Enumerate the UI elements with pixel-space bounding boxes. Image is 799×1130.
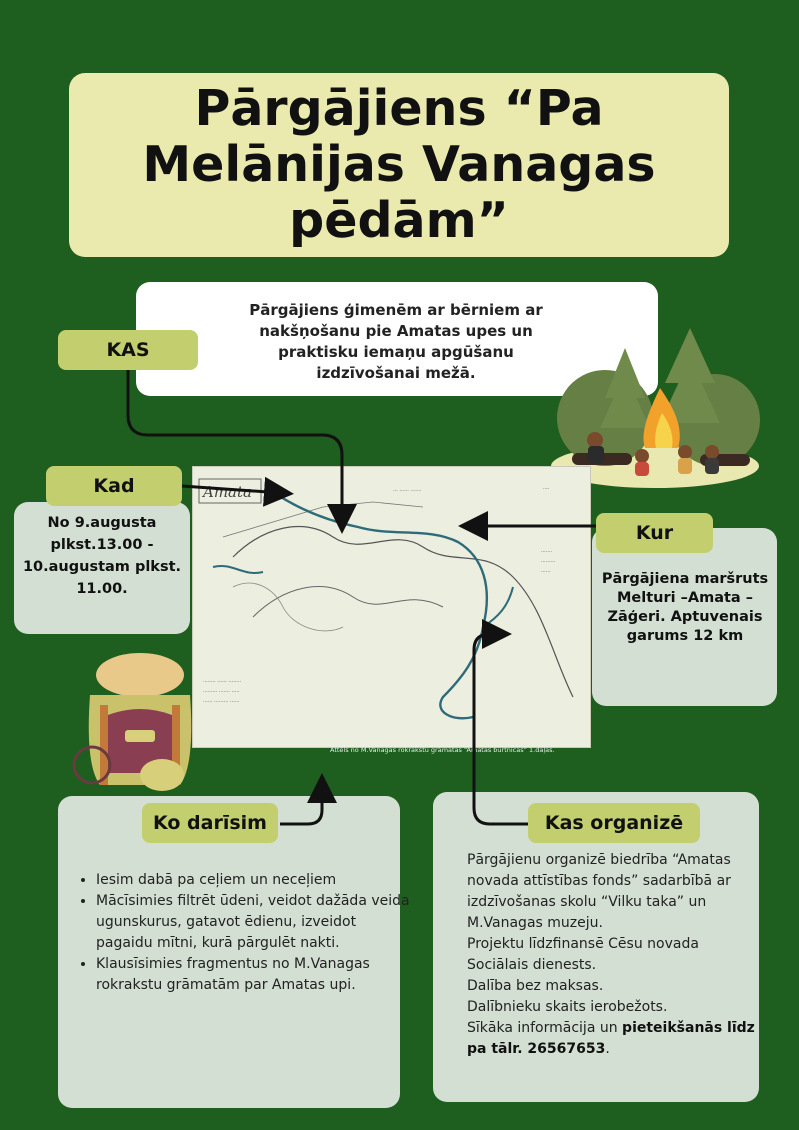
list-item: • Klausīsimies fragmentus no M.Vanagas rokrakstu grāmatām par Amatas upi. bbox=[96, 954, 412, 996]
svg-text:...... ......... ......: ...... ......... ...... bbox=[203, 698, 240, 704]
map-caption: Attēls no M.Vanagas rokrakstu grāmatas “Amatas burtnīcas” 1.daļas. bbox=[330, 746, 555, 754]
ko-darisim-label: Ko darīsim bbox=[142, 803, 278, 843]
kas-text: Pārgājiens ģimenēm ar bērniem ar nakšņošanu pie Amatas upes un praktisku iemaņu apgūšanu izdzīvošanai mežā. bbox=[249, 301, 543, 382]
kad-text: No 9.augusta plkst.13.00 - 10.augustam plkst. 11.00. bbox=[22, 515, 182, 597]
limit-paragraph: Dalībnieku skaits ierobežots. bbox=[467, 999, 668, 1015]
svg-text:........ ...... ........: ........ ...... ........ bbox=[203, 678, 242, 684]
ko-darisim-arrow bbox=[280, 785, 322, 824]
kad-label: Kad bbox=[46, 466, 182, 506]
contact-phone: pieteikšanās līdz pa tālr. 26567653 bbox=[467, 1020, 755, 1057]
kad-arrow bbox=[182, 486, 282, 493]
svg-text:......... ....... .....: ......... ....... ..... bbox=[203, 688, 240, 694]
svg-text:.......: ....... bbox=[541, 548, 553, 554]
page-title: Pārgājiens “Pa Melānijas Vanagas pēdām” bbox=[142, 80, 656, 249]
cofinance-paragraph: Projektu līdzfinansē Cēsu novada Sociālais dienests. bbox=[467, 936, 699, 973]
map-river-label: Amata bbox=[203, 483, 252, 501]
kas-arrow bbox=[128, 370, 342, 522]
list-item: • Iesim dabā pa ceļiem un neceļiem bbox=[96, 870, 412, 891]
svg-text:......: ...... bbox=[541, 568, 551, 574]
organizer-paragraph: Pārgājienu organizē biedrība “Amatas novada attīstības fonds” sadarbībā ar izdzīvošanas skolu “Vilku taka” un M.Vanagas muzeju. bbox=[467, 852, 731, 931]
kur-label: Kur bbox=[596, 513, 713, 553]
kas-organize-label: Kas organizē bbox=[528, 803, 700, 843]
kas-organize-arrow bbox=[474, 634, 528, 824]
svg-text:.........: ......... bbox=[541, 558, 556, 564]
kas-label: KAS bbox=[58, 330, 198, 370]
kur-text: Pārgājiena maršruts Melturi –Amata – Zāģeri. Aptuvenais garums 12 km bbox=[601, 571, 769, 644]
svg-text:... ...... .......: ... ...... ....... bbox=[393, 487, 422, 493]
list-item: • Mācīsimies filtrēt ūdeni, veidot dažāda veida ugunskurus, gatavot ēdienu, izveidot pagaidu mītni, kurā pārgulēt nakti. bbox=[96, 891, 412, 954]
contact-end: . bbox=[605, 1041, 610, 1057]
svg-text:....: .... bbox=[543, 485, 550, 491]
price-paragraph: Dalība bez maksas. bbox=[467, 978, 604, 994]
contact-text: Sīkāka informācija un bbox=[467, 1020, 623, 1036]
